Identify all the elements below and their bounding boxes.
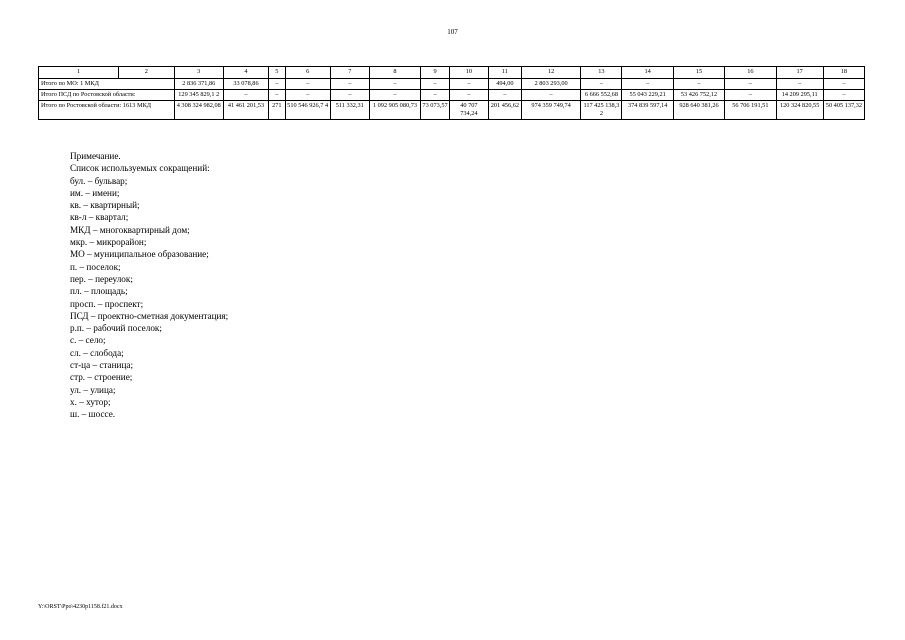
table-cell: 41 461 201,53 [223, 101, 268, 120]
table-cell: 55 043 229,21 [622, 90, 673, 101]
abbreviation-item: стр. – строение; [70, 372, 133, 383]
abbreviation-item: кв. – квартирный; [70, 200, 140, 211]
abbreviation-item: ш. – шоссе. [70, 409, 116, 420]
table-cell: 2 836 371,86 [174, 79, 223, 90]
abbreviation-item: им. – имени; [70, 187, 120, 198]
header-cell: 3 [174, 67, 223, 79]
row-label: Итого по МО: 1 МКД [39, 79, 175, 90]
summary-table [38, 66, 865, 120]
table-row [39, 101, 865, 120]
table-cell: – [269, 79, 285, 90]
abbreviation-item: сл. – слобода; [70, 347, 124, 358]
header-cell: 15 [673, 67, 724, 79]
table-cell: 33 078,86 [223, 79, 268, 90]
table-cell: 2 803 293,00 [521, 79, 581, 90]
abbreviation-item: ул. – улица; [70, 384, 116, 395]
table-cell: 374 839 597,14 [622, 101, 673, 120]
abbreviation-item: МО – муниципальное образование; [70, 249, 209, 260]
header-cell: 2 [119, 67, 174, 79]
table-cell: 4 308 324 982,08 [174, 101, 223, 120]
table-cell: 928 640 381,26 [673, 101, 724, 120]
abbreviation-item: п. – поселок; [70, 261, 121, 272]
header-cell: 11 [488, 67, 521, 79]
header-cell: 9 [421, 67, 450, 79]
table-cell: 50 405 137,32 [823, 101, 864, 120]
table-cell: 53 426 752,12 [673, 90, 724, 101]
table-cell: – [269, 90, 285, 101]
header-cell: 13 [581, 67, 622, 79]
abbreviation-list-heading: Список используемых сокращений: [70, 163, 210, 174]
abbreviation-item: МКД – многоквартирный дом; [70, 224, 190, 235]
header-cell: 18 [823, 67, 864, 79]
abbreviation-item: мкр. – микрорайон; [70, 237, 147, 248]
table-header-row [39, 67, 865, 79]
table-cell: – [223, 90, 268, 101]
table-cell: 14 209 295,11 [776, 90, 823, 101]
table-cell: – [725, 79, 776, 90]
header-cell: 8 [369, 67, 420, 79]
table-cell: 120 324 820,55 [776, 101, 823, 120]
table-cell: 117 425 138,3 2 [581, 101, 622, 120]
header-cell: 14 [622, 67, 673, 79]
table-cell: – [823, 90, 864, 101]
table-cell: – [285, 79, 330, 90]
page-number: 107 [447, 28, 458, 36]
abbreviation-item: ст-ца – станица; [70, 360, 133, 371]
table-cell: 201 456,62 [488, 101, 521, 120]
header-cell: 12 [521, 67, 581, 79]
table-cell: – [521, 90, 581, 101]
table-cell: 510 546 926,7 4 [285, 101, 330, 120]
table-cell: – [421, 90, 450, 101]
table-cell: – [330, 79, 369, 90]
notes-block [70, 150, 228, 421]
table-cell: – [421, 79, 450, 90]
table-cell: – [823, 79, 864, 90]
table-cell: – [449, 79, 488, 90]
row-label: Итого ПСД по Ростовской области: [39, 90, 175, 101]
table-cell: – [725, 90, 776, 101]
table-cell: 974 359 749,74 [521, 101, 581, 120]
abbreviation-item: просп. – проспект; [70, 298, 144, 309]
header-cell: 5 [269, 67, 285, 79]
table-cell: 73 073,57 [421, 101, 450, 120]
table-row [39, 79, 865, 90]
table-cell: – [449, 90, 488, 101]
table-cell: 271 [269, 101, 285, 120]
table-cell: – [369, 79, 420, 90]
table-cell: 6 666 552,68 [581, 90, 622, 101]
abbreviation-item: ПСД – проектно-сметная документация; [70, 310, 229, 321]
table-cell: 40 707 734,24 [449, 101, 488, 120]
header-cell: 7 [330, 67, 369, 79]
abbreviation-item: пл. – площадь; [70, 286, 128, 297]
table-cell: – [369, 90, 420, 101]
table-cell: – [285, 90, 330, 101]
header-cell: 16 [725, 67, 776, 79]
table-row [39, 90, 865, 101]
header-cell: 1 [39, 67, 119, 79]
table-cell: – [622, 79, 673, 90]
notes-title: Примечание. [70, 151, 121, 161]
table-cell: 129 345 829,1 2 [174, 90, 223, 101]
table-cell: 1 092 905 080,73 [369, 101, 420, 120]
abbreviation-item: с. – село; [70, 335, 106, 346]
table-cell: – [776, 79, 823, 90]
table-cell: – [330, 90, 369, 101]
header-cell: 6 [285, 67, 330, 79]
table-cell: – [581, 79, 622, 90]
abbreviation-item: кв-л – квартал; [70, 212, 129, 223]
abbreviation-item: пер. – переулок; [70, 273, 133, 284]
table-cell: 56 706 191,51 [725, 101, 776, 120]
table-cell: – [488, 90, 521, 101]
abbreviation-item: бул. – бульвар; [70, 175, 128, 186]
file-path-footer: Y:\ORST\Ppo\4230p1158.f21.docx [38, 604, 123, 610]
table-cell: 511 332,31 [330, 101, 369, 120]
table-cell: 494,00 [488, 79, 521, 90]
abbreviation-item: х. – хутор; [70, 396, 111, 407]
abbreviation-item: р.п. – рабочий поселок; [70, 323, 162, 334]
row-label: Итого по Ростовской области: 1613 МКД [39, 101, 175, 120]
table-cell: – [673, 79, 724, 90]
header-cell: 10 [449, 67, 488, 79]
header-cell: 4 [223, 67, 268, 79]
header-cell: 17 [776, 67, 823, 79]
